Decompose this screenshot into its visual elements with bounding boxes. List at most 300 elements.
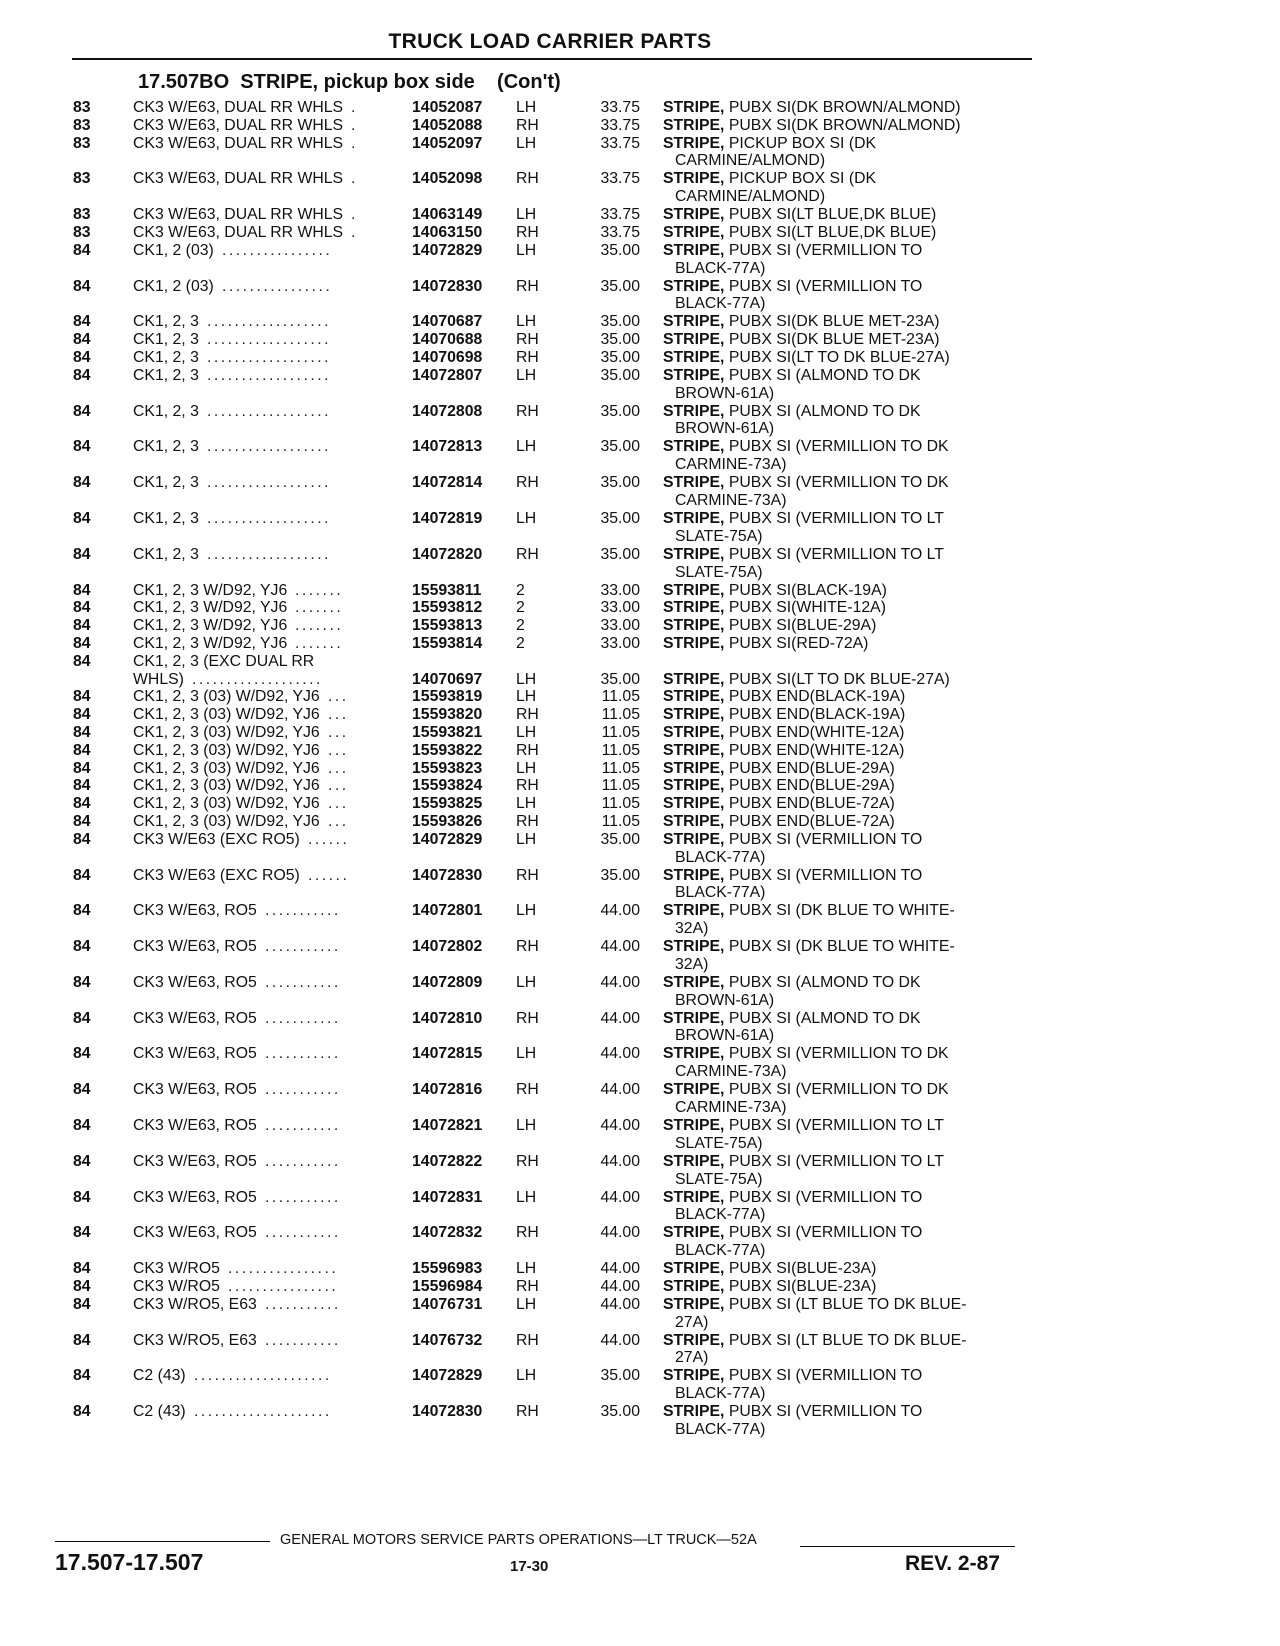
leader-dots: ........... [265,1331,341,1349]
ref-number: 84 [73,1278,91,1296]
side-qty: LH [516,795,537,813]
ref-number: 84 [73,795,91,813]
description: STRIPE, PUBX SI(LT TO DK BLUE-27A) [663,348,950,366]
side-qty: LH [516,134,537,152]
usage-text: CK1, 2, 3 W/D92, YJ6 [133,634,288,652]
side-qty: RH [516,116,539,134]
leader-dots: ................... [192,670,323,688]
table-row [0,938,1280,974]
usage-text: CK1, 2, 3 (03) W/D92, YJ6 [133,688,320,706]
part-number: 15596984 [412,1278,483,1296]
ref-number: 84 [73,1403,91,1421]
footer-publisher: GENERAL MOTORS SERVICE PARTS OPERATIONS—LT TRUCK—52A [280,1532,757,1548]
usage-text: CK1, 2, 3 [133,313,199,331]
part-number: 14052087 [412,99,483,116]
leader-dots: ................ [228,1260,339,1278]
side-qty: LH [516,670,537,688]
part-number: 14072809 [412,973,483,991]
ref-number: 84 [73,1117,91,1135]
table-row [0,1010,1280,1046]
part-number: 14052097 [412,134,483,152]
section-continued: (Con't) [497,71,561,93]
part-number: 14072830 [412,277,483,295]
leader-dots: ........... [265,1117,341,1135]
price: 44.00 [600,1331,640,1349]
ref-number: 84 [73,366,91,384]
part-number: 14052088 [412,116,483,134]
leader-dots: .................. [207,348,331,366]
ref-number: 84 [73,1152,91,1170]
ref-number: 84 [73,759,91,777]
side-qty: RH [516,866,539,884]
side-qty: RH [516,1224,539,1242]
description-cont: BLACK-77A) [675,1242,766,1260]
description-cont: BLACK-77A) [675,295,766,313]
part-number: 15593812 [412,599,483,617]
ref-number: 84 [73,1009,91,1027]
part-number: 14072813 [412,438,483,456]
part-number: 15593819 [412,688,483,706]
leader-dots: ................ [222,277,333,295]
leader-dots: ...... [308,866,350,884]
ref-number: 84 [73,741,91,759]
usage-text: CK3 W/RO5, E63 [133,1295,257,1313]
description: STRIPE, PUBX SI(LT BLUE,DK BLUE) [663,223,937,241]
description: STRIPE, PUBX END(BLACK-19A) [663,706,906,724]
usage-text: CK1, 2, 3 [133,509,199,527]
description-cont: SLATE-75A) [675,527,763,545]
part-number: 14072810 [412,1009,483,1027]
part-number: 15593811 [412,581,482,599]
table-row [0,117,1280,135]
part-number: 14076732 [412,1331,483,1349]
leader-dots: ...... [308,830,350,848]
price: 44.00 [600,1117,640,1135]
usage-text: CK3 W/E63, DUAL RR WHLS [133,206,344,224]
side-qty: LH [516,1117,537,1135]
side-qty: RH [516,1152,539,1170]
ref-number: 84 [73,1224,91,1242]
price: 33.75 [600,99,640,116]
price: 35.00 [600,277,640,295]
part-number: 14072830 [412,866,483,884]
price: 44.00 [600,1045,640,1063]
usage-text: CK3 W/E63 (EXC RO5) [133,866,300,884]
description: STRIPE, PUBX SI(DK BROWN/ALMOND) [663,116,961,134]
part-number: 14072802 [412,938,483,956]
usage-text: CK1, 2, 3 (03) W/D92, YJ6 [133,741,320,759]
price: 33.00 [600,581,640,599]
side-qty: RH [516,1009,539,1027]
side-qty: RH [516,348,539,366]
table-row [0,224,1280,242]
side-qty: RH [516,1278,539,1296]
ref-number: 84 [73,938,91,956]
side-qty: RH [516,812,539,830]
leader-dots: ... [328,777,349,795]
part-number: 14072801 [412,902,483,920]
side-qty: LH [516,1367,537,1385]
price: 11.05 [601,795,640,813]
leader-dots: . [351,116,358,134]
leader-dots: .................. [207,366,331,384]
usage-text: CK3 W/E63, DUAL RR WHLS [133,99,344,116]
description: STRIPE, PUBX SI(DK BLUE MET-23A) [663,331,940,349]
usage-text: CK1, 2, 3 W/D92, YJ6 [133,617,288,635]
table-row [0,867,1280,903]
leader-dots: . [351,170,358,188]
usage-text: CK1, 2, 3 [133,331,199,349]
description-cont: CARMINE-73A) [675,1063,787,1081]
usage-text: CK1, 2, 3 [133,348,199,366]
description: STRIPE, PUBX END(BLUE-29A) [663,777,895,795]
table-row [0,777,1280,795]
ref-number: 84 [73,1188,91,1206]
part-number: 14052098 [412,170,483,188]
leader-dots: . [351,206,358,224]
leader-dots: .................. [207,545,331,563]
side-qty: LH [516,759,537,777]
part-number: 14063149 [412,206,483,224]
table-row [0,1189,1280,1225]
description: STRIPE, PUBX SI (ALMOND TO DK [663,402,921,420]
price: 35.00 [600,866,640,884]
leader-dots: ....... [295,581,344,599]
side-qty: RH [516,331,539,349]
table-row [0,349,1280,367]
ref-number: 84 [73,812,91,830]
price: 11.05 [601,759,640,777]
table-row [0,671,1280,689]
description: STRIPE, PUBX SI(LT BLUE,DK BLUE) [663,206,937,224]
price: 35.00 [600,241,640,259]
price: 44.00 [600,1081,640,1099]
ref-number: 84 [73,545,91,563]
ref-number: 84 [73,331,91,349]
part-number: 14072821 [412,1117,483,1135]
table-row [0,1260,1280,1278]
table-row [0,546,1280,582]
table-row [0,170,1280,206]
side-qty: LH [516,1295,537,1313]
leader-dots: . [351,99,358,116]
part-number: 15593813 [412,617,483,635]
table-row [0,742,1280,760]
price: 44.00 [600,1224,640,1242]
footer-page-number: 17-30 [510,1558,549,1575]
part-number: 15593826 [412,812,483,830]
ref-number: 84 [73,617,91,635]
usage-text: CK1, 2, 3 W/D92, YJ6 [133,581,288,599]
usage-text: CK3 W/E63, RO5 [133,973,257,991]
ref-number: 84 [73,474,91,492]
description: STRIPE, PUBX SI (VERMILLION TO [663,241,923,259]
table-row [0,135,1280,171]
leader-dots: .................. [207,313,331,331]
part-number: 14072814 [412,474,483,492]
description: STRIPE, PUBX SI (VERMILLION TO LT [663,509,944,527]
price: 33.75 [600,223,640,241]
price: 44.00 [600,902,640,920]
description: STRIPE, PUBX SI (LT BLUE TO DK BLUE- [663,1295,967,1313]
leader-dots: ........... [265,902,341,920]
part-number: 15593820 [412,706,483,724]
part-number: 14070687 [412,313,483,331]
usage-text: CK3 W/E63, DUAL RR WHLS [133,170,344,188]
usage-text: CK3 W/E63, RO5 [133,938,257,956]
ref-number: 84 [73,777,91,795]
part-number: 15593814 [412,634,483,652]
table-row [0,1224,1280,1260]
description-cont: CARMINE-73A) [675,1099,787,1117]
description: STRIPE, PUBX SI (VERMILLION TO [663,866,923,884]
description: STRIPE, PUBX SI(WHITE-12A) [663,599,886,617]
side-qty: LH [516,1188,537,1206]
ref-number: 84 [73,902,91,920]
price: 33.00 [600,599,640,617]
ref-number: 84 [73,723,91,741]
ref-number: 84 [73,634,91,652]
leader-dots: .................. [207,402,331,420]
side-qty: RH [516,706,539,724]
description: STRIPE, PUBX SI(BLUE-23A) [663,1278,877,1296]
price: 44.00 [600,1278,640,1296]
ref-number: 84 [73,1331,91,1349]
table-row [0,331,1280,349]
ref-number: 84 [73,313,91,331]
side-qty: LH [516,1045,537,1063]
leader-dots: ........... [265,938,341,956]
usage-text: CK1, 2, 3 [133,438,199,456]
side-qty: RH [516,277,539,295]
description: STRIPE, PUBX SI (VERMILLION TO LT [663,1152,944,1170]
price: 44.00 [600,1295,640,1313]
description: STRIPE, PUBX END(BLUE-72A) [663,812,895,830]
price: 35.00 [600,1367,640,1385]
ref-number: 84 [73,866,91,884]
price: 44.00 [600,1188,640,1206]
usage-text: CK1, 2, 3 (03) W/D92, YJ6 [133,706,320,724]
leader-dots: ... [328,706,349,724]
part-number: 14076731 [412,1295,483,1313]
side-qty: LH [516,1260,537,1278]
side-qty: 2 [516,617,525,635]
ref-number: 83 [73,99,91,116]
description-cont: 32A) [675,920,709,938]
leader-dots: . [351,134,358,152]
table-row [0,599,1280,617]
ref-number: 83 [73,170,91,188]
leader-dots: ........... [265,1045,341,1063]
table-row [0,313,1280,331]
usage-text: CK1, 2, 3 [133,545,199,563]
title-rule [72,58,1032,60]
table-row [0,795,1280,813]
usage-text: CK1, 2 (03) [133,277,214,295]
part-number: 14072829 [412,241,483,259]
side-qty: 2 [516,634,525,652]
description: STRIPE, PUBX SI(BLUE-29A) [663,617,877,635]
usage-text: C2 (43) [133,1367,186,1385]
ref-number: 84 [73,688,91,706]
description-cont: SLATE-75A) [675,1170,763,1188]
leader-dots: ........... [265,1152,341,1170]
description: STRIPE, PUBX SI(BLUE-23A) [663,1260,877,1278]
table-row [0,617,1280,635]
table-row [0,1332,1280,1368]
price: 35.00 [600,331,640,349]
price: 44.00 [600,1152,640,1170]
price: 11.05 [601,688,640,706]
table-row [0,974,1280,1010]
description: STRIPE, PUBX SI (VERMILLION TO [663,1224,923,1242]
usage-text: CK3 W/E63, DUAL RR WHLS [133,134,344,152]
footer-rule-left [55,1541,270,1542]
table-row [0,760,1280,778]
description: STRIPE, PUBX SI (VERMILLION TO [663,1188,923,1206]
ref-number: 84 [73,599,91,617]
description-cont: BLACK-77A) [675,1385,766,1403]
leader-dots: .................... [194,1367,332,1385]
side-qty: LH [516,973,537,991]
description: STRIPE, PUBX SI(LT TO DK BLUE-27A) [663,670,950,688]
table-row [0,582,1280,600]
leader-dots: ... [328,741,349,759]
description-cont: SLATE-75A) [675,1134,763,1152]
description-cont: CARMINE-73A) [675,456,787,474]
side-qty: LH [516,438,537,456]
part-number: 14072807 [412,366,483,384]
side-qty: RH [516,777,539,795]
description-cont: BLACK-77A) [675,848,766,866]
side-qty: LH [516,206,537,224]
ref-number: 84 [73,438,91,456]
parts-table [0,99,1280,1439]
usage-text: CK3 W/E63, RO5 [133,1152,257,1170]
price: 35.00 [600,348,640,366]
leader-dots: ........... [265,973,341,991]
description: STRIPE, PUBX SI(RED-72A) [663,634,869,652]
table-row [0,1367,1280,1403]
side-qty: LH [516,509,537,527]
leader-dots: ........... [265,1081,341,1099]
part-number: 15593824 [412,777,483,795]
price: 35.00 [600,402,640,420]
price: 11.05 [601,723,640,741]
ref-number: 84 [73,1367,91,1385]
side-qty: RH [516,223,539,241]
leader-dots: .................. [207,331,331,349]
description-cont: 32A) [675,955,709,973]
usage-text: CK3 W/E63, RO5 [133,1188,257,1206]
part-number: 14072829 [412,1367,483,1385]
part-number: 14072808 [412,402,483,420]
section-name: STRIPE, pickup box side [240,71,475,93]
table-row [0,1117,1280,1153]
ref-number: 84 [73,1045,91,1063]
price: 44.00 [600,973,640,991]
description-cont: CARMINE-73A) [675,491,787,509]
part-number: 14072822 [412,1152,483,1170]
part-number: 14063150 [412,223,483,241]
leader-dots: ... [328,688,349,706]
side-qty: RH [516,741,539,759]
side-qty: RH [516,1331,539,1349]
ref-number: 83 [73,134,91,152]
table-row [0,706,1280,724]
leader-dots: .................... [194,1403,332,1421]
part-number: 14072830 [412,1403,483,1421]
table-row [0,653,1280,671]
usage-text: CK3 W/E63, RO5 [133,1224,257,1242]
table-row [0,206,1280,224]
table-row [0,99,1280,117]
ref-number: 84 [73,348,91,366]
leader-dots: ........... [265,1295,341,1313]
description: STRIPE, PUBX SI(DK BLUE MET-23A) [663,313,940,331]
price: 44.00 [600,1260,640,1278]
description: STRIPE, PUBX END(BLUE-72A) [663,795,895,813]
ref-number: 83 [73,223,91,241]
description: STRIPE, PUBX SI (ALMOND TO DK [663,1009,921,1027]
part-number: 14072819 [412,509,483,527]
description: STRIPE, PUBX SI(DK BROWN/ALMOND) [663,99,961,116]
side-qty: RH [516,474,539,492]
price: 33.75 [600,116,640,134]
leader-dots: ....... [295,634,344,652]
price: 35.00 [600,366,640,384]
price: 35.00 [600,438,640,456]
description: STRIPE, PUBX SI (VERMILLION TO [663,277,923,295]
price: 35.00 [600,313,640,331]
ref-number: 84 [73,402,91,420]
footer-revision: REV. 2-87 [905,1552,1000,1575]
usage-text: CK3 W/E63, RO5 [133,1009,257,1027]
description-cont: BROWN-61A) [675,991,775,1009]
usage-text: CK3 W/E63, RO5 [133,902,257,920]
description: STRIPE, PUBX SI (ALMOND TO DK [663,366,921,384]
footer-section-range: 17.507-17.507 [55,1549,204,1575]
price: 11.05 [601,741,640,759]
usage-text: WHLS) [133,670,184,688]
description: STRIPE, PUBX SI (VERMILLION TO LT [663,545,944,563]
leader-dots: ........... [265,1188,341,1206]
page-title: TRUCK LOAD CARRIER PARTS [388,30,712,53]
table-row [0,1403,1280,1439]
leader-dots: ... [328,723,349,741]
ref-number: 84 [73,241,91,259]
price: 11.05 [601,777,640,795]
usage-text: CK1, 2, 3 [133,366,199,384]
usage-text: CK1, 2, 3 (03) W/D92, YJ6 [133,795,320,813]
side-qty: LH [516,313,537,331]
table-row [0,1296,1280,1332]
description-cont: BLACK-77A) [675,1421,766,1439]
part-number: 14070697 [412,670,483,688]
ref-number: 84 [73,581,91,599]
usage-text: CK1, 2, 3 [133,474,199,492]
part-number: 14072831 [412,1188,483,1206]
usage-text: CK1, 2, 3 (03) W/D92, YJ6 [133,777,320,795]
side-qty: LH [516,688,537,706]
usage-text: C2 (43) [133,1403,186,1421]
leader-dots: .................. [207,438,331,456]
description-cont: BROWN-61A) [675,384,775,402]
price: 35.00 [600,509,640,527]
usage-text: CK3 W/E63 (EXC RO5) [133,830,300,848]
leader-dots: ....... [295,617,344,635]
ref-number: 84 [73,277,91,295]
